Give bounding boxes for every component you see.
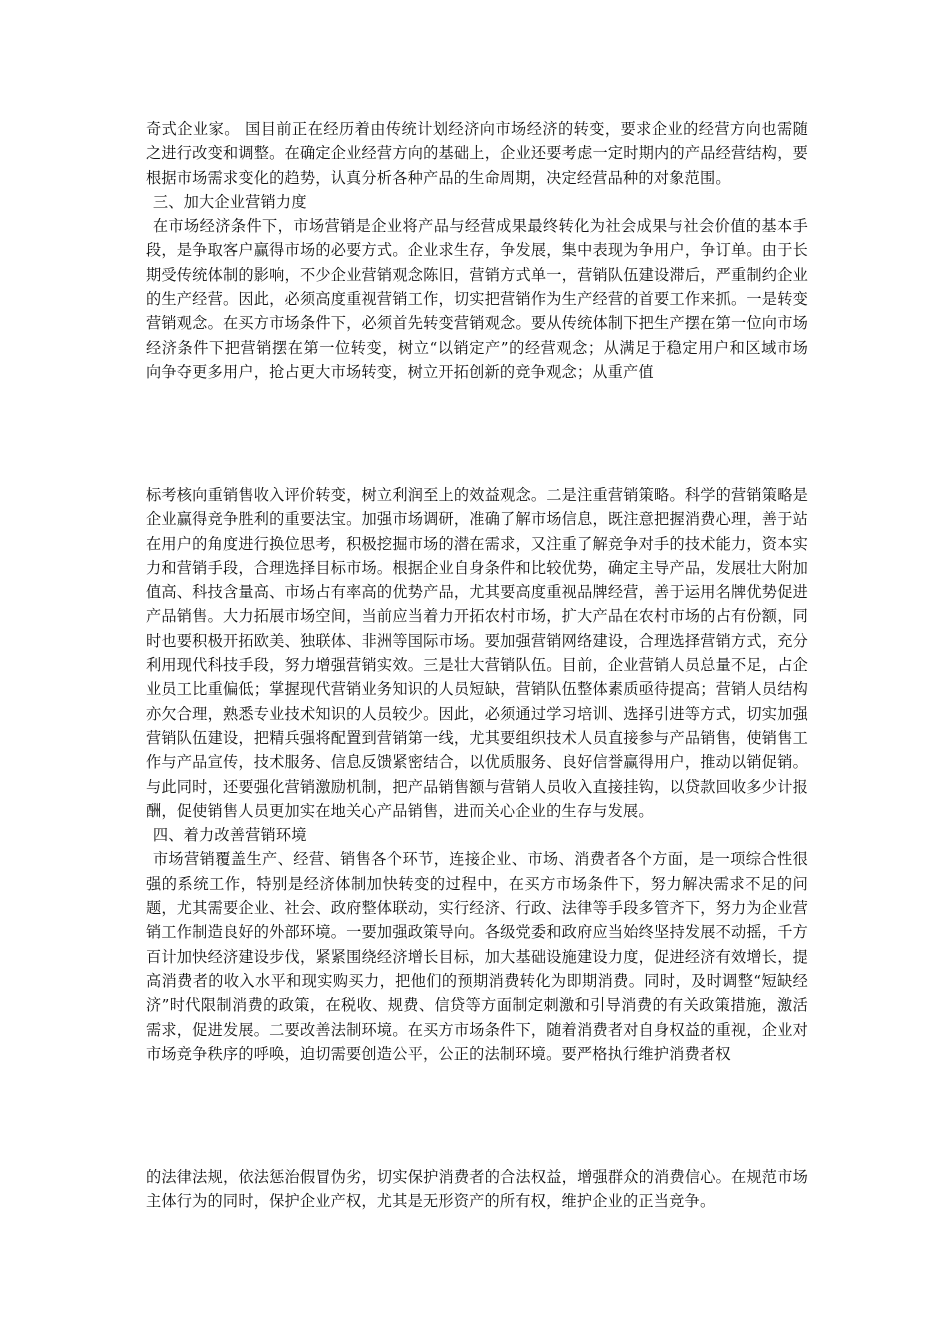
text-block-1	[146, 117, 808, 384]
text-block-2	[146, 483, 808, 1066]
paragraph: 在市场经济条件下，市场营销是企业将产品与经营成果最终转化为社会成果与社会价值的基本手段，是争取客户赢得市场的必要方式。企业求生存，争发展，集中表现为争用户，争订单。由于长期受传统体制的影响，不少企业营销观念陈旧，营销方式单一，营销队伍建设滞后，严重制约企业的生产经营。因此，必须高度重视营销工作，切实把营销作为生产经营的首要工作来抓。一是转变营销观念。在买方市场条件下，必须首先转变营销观念。要从传统体制下把生产摆在第一位向市场经济条件下把营销摆在第一位转变，树立“以销定产”的经营观念；从满足于稳定用户和区域市场向争夺更多用户，抢占更大市场转变，树立开拓创新的竞争观念；从重产值	[146, 217, 808, 381]
paragraph: 的法律法规，依法惩治假冒伪劣，切实保护消费者的合法权益，增强群众的消费信心。在规范市场主体行为的同时，保护企业产权，尤其是无形资产的所有权，维护企业的正当竞争。	[146, 1168, 808, 1211]
paragraph: 奇式企业家。 国目前正在经历着由传统计划经济向市场经济的转变，要求企业的经营方向也需随之进行改变和调整。在确定企业经营方向的基础上，企业还要考虑一定时期内的产品经营结构，要根据市场需求变化的趋势，认真分析各种产品的生命周期，决定经营品种的对象范围。	[146, 120, 808, 187]
section-heading-4: 四、着力改善营销环境	[152, 826, 307, 845]
section-heading-3: 三、加大企业营销力度	[152, 192, 307, 211]
paragraph: 市场营销覆盖生产、经营、销售各个环节，连接企业、市场、消费者各个方面，是一项综合性很强的系统工作，特别是经济体制加快转变的过程中，在买方市场条件下，努力解决需求不足的问题，尤其需要企业、社会、政府整体联动，实行经济、行政、法律等手段多管齐下，努力为企业营销工作制造良好的外部环境。一要加强政策导向。各级党委和政府应当始终坚持发展不动摇，千方百计加快经济建设步伐，紧紧围绕经济增长目标，加大基础设施建设力度，促进经济有效增长，提高消费者的收入水平和现实购买力，把他们的预期消费转化为即期消费。同时，及时调整“短缺经济”时代限制消费的政策，在税收、规费、信贷等方面制定刺激和引导消费的有关政策措施，激活需求，促进发展。二要改善法制环境。在买方市场条件下，随着消费者对自身权益的重视，企业对市场竞争秩序的呼唤，迫切需要创造公平，公正的法制环境。要严格执行维护消费者权	[146, 850, 808, 1063]
paragraph: 标考核向重销售收入评价转变，树立利润至上的效益观念。二是注重营销策略。科学的营销策略是企业赢得竞争胜利的重要法宝。加强市场调研，准确了解市场信息，既注意把握消费心理，善于站在用户的角度进行换位思考，积极挖掘市场的潜在需求，又注重了解竞争对手的技术能力，资本实力和营销手段，合理选择目标市场。根据企业自身条件和比较优势，确定主导产品，发展壮大附加值高、科技含量高、市场占有率高的优势产品，尤其要高度重视品牌经营，善于运用名牌优势促进产品销售。大力拓展市场空间，当前应当着力开拓农村市场，扩大产品在农村市场的占有份额，同时也要积极开拓欧美、独联体、非洲等国际市场。要加强营销网络建设，合理选择营销方式，充分利用现代科技手段，努力增强营销实效。三是壮大营销队伍。目前，企业营销人员总量不足，占企业员工比重偏低；掌握现代营销业务知识的人员短缺，营销队伍整体素质亟待提高；营销人员结构亦欠合理，熟悉专业技术知识的人员较少。因此，必须通过学习培训、选择引进等方式，切实加强营销队伍建设，把精兵强将配置到营销第一线，尤其要组织技术人员直接参与产品销售，使销售工作与产品宣传，技术服务、信息反馈紧密结合，以优质服务、良好信誉赢得用户，推动以销促销。与此同时，还要强化营销激励机制，把产品销售额与营销人员收入直接挂钩，以贷款回收多少计报酬，促使销售人员更加实在地关心产品销售，进而关心企业的生存与发展。	[146, 486, 808, 820]
text-block-3	[146, 1165, 808, 1214]
